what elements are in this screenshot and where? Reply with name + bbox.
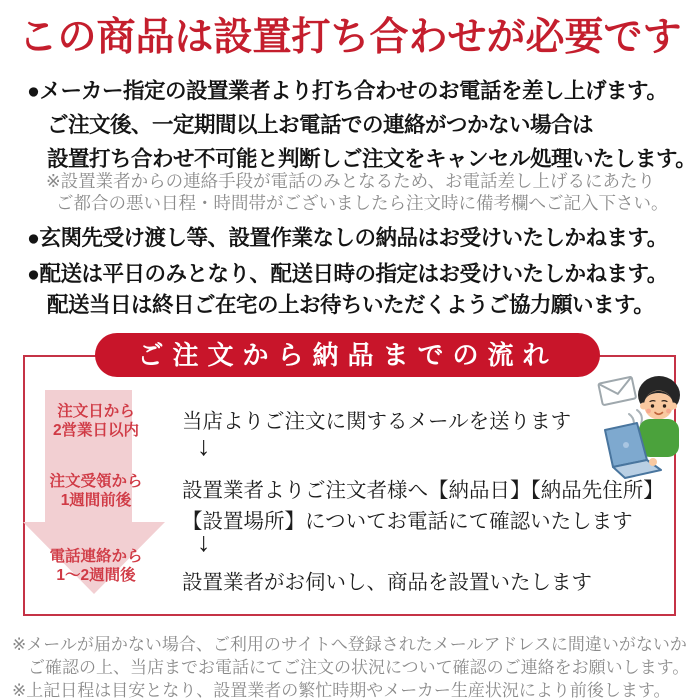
timeline-stage-1-line-1: 注文日から bbox=[57, 403, 135, 420]
timeline-stage-3 bbox=[25, 547, 167, 585]
person-sending-email-illustration bbox=[595, 368, 700, 486]
timeline-stage-1-line-2: 2営業日以内 bbox=[52, 422, 140, 439]
flow-step-2-line-1: 設置業者よりご注文者様へ【納品日】【納品先住所】 bbox=[182, 479, 664, 502]
timeline-stage-2 bbox=[25, 472, 167, 510]
footer-note-1: ※メールが届かない場合、ご利用のサイトへ登録されたメールアドレスに間違いがないか bbox=[12, 635, 687, 654]
email-envelope-icon bbox=[598, 377, 636, 406]
flow-down-arrow-2-icon: ↓ bbox=[197, 527, 211, 557]
bullet-1-note-1: ※設置業者からの連絡手段が電話のみとなるため、お電話差し上げるにあたり bbox=[46, 171, 655, 191]
timeline-stage-2-line-1: 注文受領から bbox=[49, 473, 143, 490]
bullet-3-line-2: 配送当日は終日ご在宅の上お待ちいただくようご協力願います。 bbox=[47, 293, 655, 317]
flow-step-3: 設置業者がお伺いし、商品を設置いたします bbox=[182, 571, 592, 594]
bullet-1-line-2: ご注文後、一定期間以上お電話での連絡がつかない場合は bbox=[47, 113, 594, 137]
bullet-1-line-1: ●メーカー指定の設置業者より打ち合わせのお電話を差し上げます。 bbox=[27, 79, 668, 103]
bullet-1-line-3: 設置打ち合わせ不可能と判断しご注文をキャンセル処理いたします。 bbox=[47, 147, 697, 171]
bullet-3-line-1: ●配送は平日のみとなり、配送日時の指定はお受けいたしかねます。 bbox=[27, 262, 668, 286]
bullet-2-line-1: ●玄関先受け渡し等、設置作業なしの納品はお受けいたしかねます。 bbox=[27, 226, 668, 250]
page-title: この商品は設置打ち合わせが必要です bbox=[18, 16, 682, 59]
footer-note-3: ※上記日程は目安となり、設置業者の繁忙時期やメーカー生産状況により前後します。 bbox=[12, 681, 671, 700]
bullet-1-note-2: ご都合の悪い日程・時間帯がございましたら注文時に備考欄へご記入下さい。 bbox=[56, 193, 669, 213]
timeline-stage-1 bbox=[25, 402, 167, 440]
flow-down-arrow-1-icon: ↓ bbox=[197, 431, 211, 461]
timeline-stage-3-line-2: 1〜2週間後 bbox=[56, 567, 136, 584]
flow-step-2-line-2: 【設置場所】についてお電話にて確認いたします bbox=[182, 510, 633, 533]
flow-header-banner: ご注文から納品までの流れ bbox=[95, 333, 600, 377]
timeline-stage-2-line-2: 1週間前後 bbox=[60, 492, 132, 509]
footer-note-2: ご確認の上、当店までお電話にてご注文の状況について確認のご連絡をお願いします。 bbox=[28, 658, 690, 677]
timeline-stage-3-line-1: 電話連絡から bbox=[49, 548, 143, 565]
order-flow-box bbox=[23, 340, 676, 616]
flow-step-1: 当店よりご注文に関するメールを送ります bbox=[182, 410, 572, 433]
